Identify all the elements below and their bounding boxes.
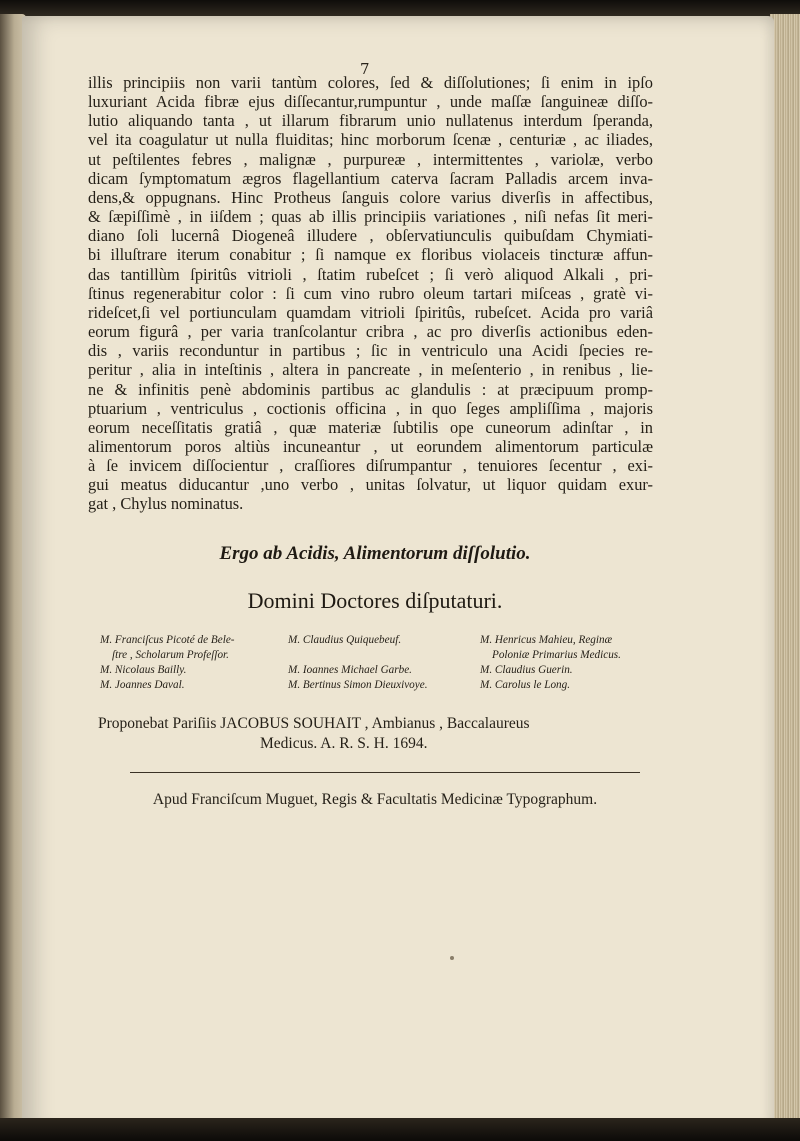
text-line: dis , variis reconduntur in partibus ; ſic in ventriculo una Acidi ſpecies re-: [88, 341, 653, 361]
text-line: eorum figurâ , per varia tranſcolantur cribra , ac pro diverſis actionibus eden-: [88, 322, 653, 342]
text-line: peritur , alia in inteſtinis , altera in pancreate , in meſenterio , in renibus , lie-: [88, 360, 653, 380]
text-line: diano ſoli lucernâ Diogeneâ illudere , obſervatiunculis quibuſdam Chymiati-: [88, 226, 653, 246]
text-line: eorum neceſſitatis gratiâ , quæ materiæ ſubtilis ope cuneorum adinſtar , in: [88, 417, 653, 437]
text-line: dens,& oppugnans. Hinc Protheus ſanguis colore varius diverſis in affectibus,: [88, 187, 653, 207]
text-line: ſtinus regenerabitur color : ſi cum vino rubro oleum tartari miſceas , gratè vi-: [88, 283, 653, 303]
text-line: lutio aliquando tanta , ut illarum fibrarum unio nullatenus interdum ſperanda,: [88, 111, 653, 131]
doctor-title: ſtre , Scholarum Profeſſor.: [112, 649, 229, 661]
text-line: luxuriant Acida fibræ ejus diſſecantur,rumpuntur , unde maſſæ ſanguineæ diſſo-: [88, 92, 653, 112]
text-line: das tantillùm ſpiritûs vitrioli , ſtatim rubeſcet ; ſi verò aliquod Alkali , pri-: [88, 264, 653, 284]
doctor-entry: M. Joannes Daval.: [100, 679, 185, 691]
text-line: à ſe invicem diſſocientur , craſſiores diſrumpantur , tenuiores ſecentur , exi-: [88, 456, 653, 476]
page-number: 7: [360, 60, 370, 78]
doctors-column: [480, 633, 660, 693]
text-line: ut peſtilentes febres , malignæ , purpureæ , intermittentes , variolæ, verbo: [88, 149, 653, 169]
book-page-stack-edge: [770, 14, 800, 1141]
text-line: illis principiis non varii tantùm colores, ſed & diſſolutiones; ſi enim in ipſo: [88, 73, 653, 92]
doctors-heading: Domini Doctores diſputaturi.: [247, 588, 503, 613]
respondent-statement: [98, 714, 658, 754]
text-line: gat , Chylus nominatus.: [88, 494, 244, 514]
text-line: rideſcet,ſi vel portiunculam quamdam vitrioli ſpiritûs, rubeſcet. Acida pro variâ: [88, 302, 653, 322]
doctor-name: M. Henricus Mahieu, Reginæ: [480, 634, 613, 646]
text-line: & ſæpiſſimè , in iiſdem ; quas ab illis principiis variationes , niſi nefas ſit meri-: [88, 207, 653, 227]
doctor-entry: M. Nicolaus Bailly.: [100, 664, 187, 676]
horizontal-rule: [130, 772, 640, 773]
text-line: gui meatus diducantur ,uno verbo , unitas ſolvatur, ut liquor quidam exur-: [88, 475, 653, 495]
doctor-name: M. Franciſcus Picoté de Bele-: [100, 634, 235, 646]
doctor-entry: M. Claudius Guerin.: [480, 664, 573, 676]
paper-speck: [450, 956, 454, 960]
doctor-entry: M. Claudius Quiquebeuf.: [288, 634, 402, 646]
thesis-conclusion: Ergo ab Acidis, Alimentorum diſſolutio.: [219, 543, 531, 564]
doctor-title: Poloniæ Primarius Medicus.: [492, 649, 621, 661]
doctors-column: [100, 633, 285, 693]
doctors-column: [288, 633, 478, 693]
text-line: dicam ſymptomatum ægros flagellantium caterva ſacram Palladis arcem inva-: [88, 168, 653, 188]
doctor-entry: M. Bertinus Simon Dieuxivoye.: [288, 679, 428, 691]
text-line: alimentorum poros altiùs incuneantur , ut eorundem alimentorum particulæ: [88, 436, 653, 456]
doctor-entry: M. Carolus le Long.: [480, 679, 571, 691]
text-line: bi illuſtrare iterum conabitur ; ſi namque ex floribus violaceis tincturæ affun-: [88, 245, 653, 265]
respondent-line: Proponebat Pariſiis JACOBUS SOUHAIT , Ambianus , Baccalaureus: [98, 715, 530, 732]
respondent-line: Medicus. A. R. S. H. 1694.: [260, 735, 428, 752]
doctor-entry: M. Ioannes Michael Garbe.: [288, 664, 412, 676]
text-line: vel ita coagulatur ut nulla fluiditas; hinc morborum ſcenæ , centuriæ , ac iliades,: [88, 130, 653, 150]
doctor-entry: [480, 633, 660, 663]
printer-imprint: Apud Franciſcum Muguet, Regis & Facultatis Medicinæ Typographum.: [152, 791, 598, 808]
doctor-entry: [100, 633, 285, 663]
text-line: ne & infinitis penè abdominis partibus ac glandulis : at præcipuum promp-: [88, 379, 653, 399]
body-paragraph: [88, 73, 653, 514]
scan-bottom-edge: [0, 1118, 800, 1141]
text-line: ptuarium , ventriculus , coctionis officina , in quo ſeges ampliſſima , majoris: [88, 398, 653, 418]
